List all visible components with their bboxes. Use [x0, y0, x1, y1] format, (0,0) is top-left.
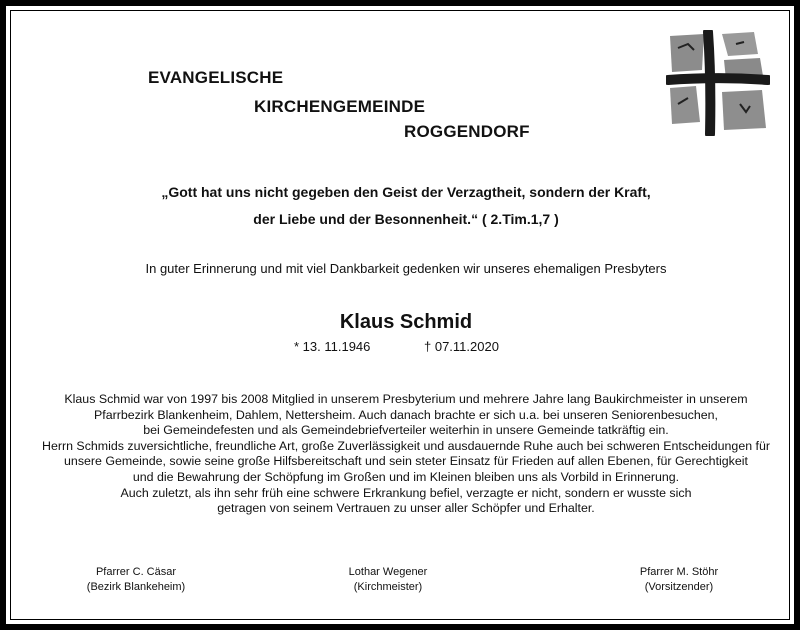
signature-role: (Bezirk Blankeheim) — [86, 581, 186, 593]
remembrance-text: In guter Erinnerung und mit viel Dankbarkeit gedenken wir unseres ehemaligen Presbyters — [145, 261, 667, 276]
biography-line: unsere Gemeinde, sowie seine große Hilfsbereitschaft und sein steter Einsatz für Frieden auf allen Ebenen, für Gerechtigkeit — [64, 454, 748, 469]
signature-role: (Kirchmeister) — [353, 581, 423, 593]
signature-caesar — [66, 565, 206, 595]
biography-line: getragen von seinem Vertrauen zu unser aller Schöpfer und Erhalter. — [217, 501, 595, 516]
birth-date: * 13. 11.1946 — [294, 339, 371, 354]
death-date: † 07.11.2020 — [424, 339, 499, 354]
signature-name: Lothar Wegener — [348, 566, 428, 578]
header-line-2: KIRCHENGEMEINDE — [254, 97, 426, 116]
biography-line: und die Bewahrung der Schöpfung im Großen und im Kleinen bleiben uns als Vorbild in Erinnerung. — [132, 469, 680, 484]
header-line-3: ROGGENDORF — [404, 122, 530, 141]
signature-name: Pfarrer C. Cäsar — [95, 566, 177, 578]
biography-line: Herrn Schmids zuversichtliche, freundliche Art, große Zuverlässigkeit und ausdauernde Ruhe auch bei schweren Entscheidungen für — [42, 438, 770, 453]
signature-stoehr — [609, 565, 749, 595]
biography — [26, 392, 786, 517]
biography-line: Pfarrbezirk Blankenheim, Dahlem, Nettersheim. Auch danach brachte er sich u.a. bei unseren Seniorenbesuchen, — [93, 407, 718, 422]
quote-line-2: der Liebe und der Besonnenheit.“ ( 2.Tim.1,7 ) — [253, 211, 559, 227]
signature-wegener — [318, 565, 458, 595]
church-cross-logo-icon — [666, 30, 770, 136]
header-line-1: EVANGELISCHE — [148, 68, 284, 87]
biography-line: Auch zuletzt, als ihn sehr früh eine schwere Erkrankung befiel, verzagte er nicht, sondern er wusste sich — [120, 485, 692, 500]
signature-role: (Vorsitzender) — [644, 581, 714, 593]
signature-name: Pfarrer M. Stöhr — [639, 566, 719, 578]
deceased-name: Klaus Schmid — [339, 311, 473, 333]
quote-line-1: „Gott hat uns nicht gegeben den Geist der Verzagtheit, sondern der Kraft, — [161, 184, 651, 200]
biography-line: bei Gemeindefesten und als Gemeindebriefverteiler weiterhin in unsere Gemeinde tatkräftig ein. — [143, 423, 669, 438]
biography-line: Klaus Schmid war von 1997 bis 2008 Mitglied in unserem Presbyterium und mehrere Jahre lang Baukirchmeister in unserem — [64, 392, 748, 406]
